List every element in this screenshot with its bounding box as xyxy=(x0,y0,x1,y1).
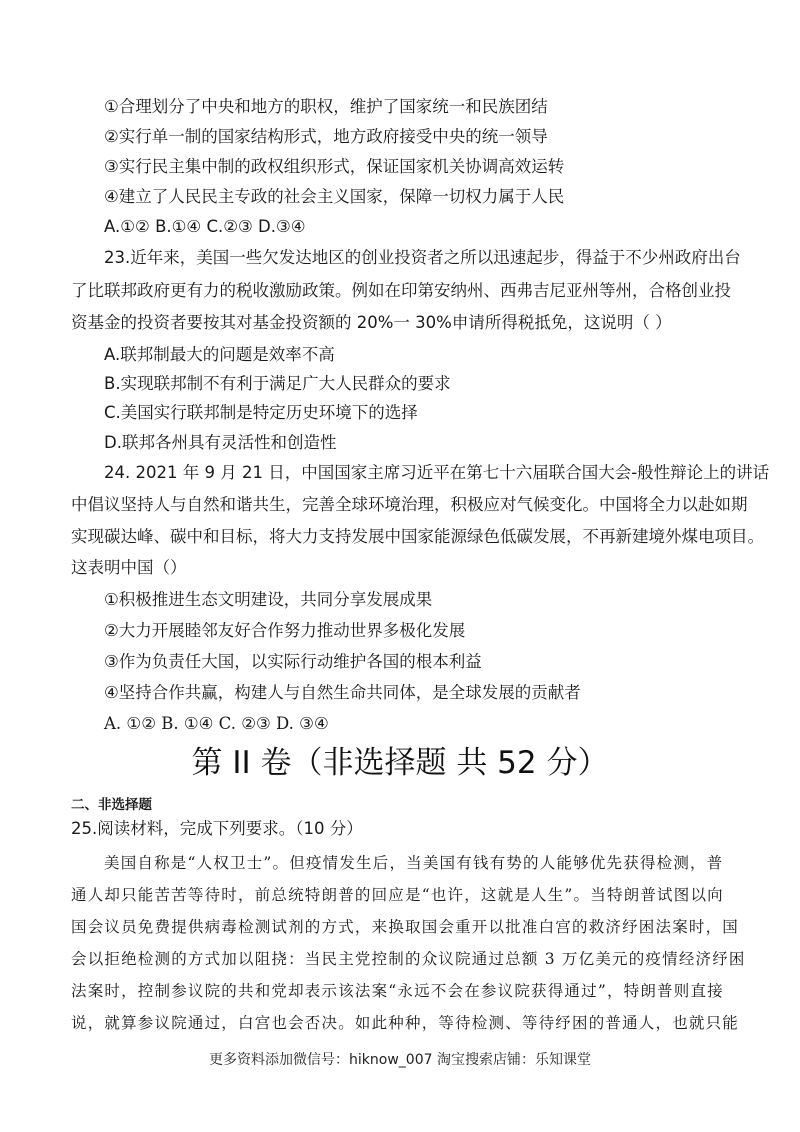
q23-option-a: A.联邦制最大的问题是效率不高 xyxy=(104,345,335,364)
q25-title: 25.阅读材料，完成下列要求。（10 分） xyxy=(71,819,363,838)
q22-option-4: ④建立了人民民主专政的社会主义国家，保障一切权力属于人民 xyxy=(104,187,565,206)
q23-stem-line-2: 了比联邦政府更有力的税收激励政策。例如在印第安纳州、西弗吉尼亚州等州，合格创业投 xyxy=(71,281,731,300)
q24-stem-line-3: 实现碳达峰、碳中和目标，将大力支持发展中国家能源绿色低碳发展，不再新建境外煤电项目。 xyxy=(71,527,764,546)
material-line-2: 通人却只能苦苦等待时，前总统特朗普的回应是“也许，这就是人生”。当特朗普试图以向 xyxy=(71,886,724,904)
section-title: 第 II 卷（非选择题 共 52 分） xyxy=(191,745,609,781)
q24-stem-line-2: 中倡议坚持人与自然和谐共生，完善全球环境治理，积极应对气候变化。中国将全力以赴如期 xyxy=(71,495,748,514)
q24-answer-choices: A. ①② B. ①④ C. ②③ D. ③④ xyxy=(104,714,329,733)
q24-stem-line-1: 24. 2021 年 9 月 21 日，中国国家主席习近平在第七十六届联合国大会-般性辩论上的讲话 xyxy=(104,463,770,482)
q24-option-1: ①积极推进生态文明建设，共同分享发展成果 xyxy=(104,590,433,609)
q23-option-c: C.美国实行联邦制是特定历史环境下的选择 xyxy=(104,403,418,422)
q23-option-b: B.实现联邦制不有利于满足广大人民群众的要求 xyxy=(104,374,451,393)
q22-answer-choices: A.①② B.①④ C.②③ D.③④ xyxy=(104,217,306,236)
material-line-3: 国会议员免费提供病毒检测试剂的方式，来换取国会重开以批准白宫的救济纾困法案时，国 xyxy=(71,918,740,936)
q23-option-d: D.联邦各州具有灵活性和创造性 xyxy=(104,433,337,452)
q22-option-1: ①合理划分了中央和地方的职权，维护了国家统一和民族团结 xyxy=(104,97,548,116)
material-line-5: 法案时，控制参议院的共和党却表示该法案“永远不会在参议院获得通过”，特朗普则直接 xyxy=(71,982,724,1000)
q24-option-2: ②大力开展睦邻友好合作努力推动世界多极化发展 xyxy=(104,621,466,640)
footer-note: 更多资料添加微信号：hiknow_007 淘宝搜索店铺：乐知课堂 xyxy=(209,1052,591,1068)
material-line-6: 说，就算参议院通过，白宫也会否决。如此种种，等待检测、等待纾困的普通人，也就只能 xyxy=(71,1014,740,1032)
q23-stem-line-1: 23.近年来，美国一些欠发达地区的创业投资者之所以迅速起步，得益于不少州政府出台 xyxy=(104,248,741,267)
q24-stem-line-4: 这表明中国（） xyxy=(71,558,187,577)
material-line-1: 美国自称是“人权卫士”。但疫情发生后，当美国有钱有势的人能够优先获得检测，普 xyxy=(104,854,724,872)
q23-stem-line-3: 资基金的投资者要按其对基金投资额的 20%一 30%申请所得税抵免，这说明（ ） xyxy=(71,313,672,332)
q24-option-4: ④坚持合作共赢，构建人与自然生命共同体，是全球发展的贡献者 xyxy=(104,683,581,702)
q22-option-3: ③实行民主集中制的政权组织形式，保证国家机关协调高效运转 xyxy=(104,157,565,176)
q22-option-2: ②实行单一制的国家结构形式，地方政府接受中央的统一领导 xyxy=(104,127,548,146)
section-label: 二、非选择题 xyxy=(71,797,152,813)
material-line-4: 会以拒绝检测的方式加以阻挠：当民主党控制的众议院通过总额 3 万亿美元的疫情经济纾困 xyxy=(71,950,746,968)
q24-option-3: ③作为负责任大国，以实际行动维护各国的根本利益 xyxy=(104,652,482,671)
